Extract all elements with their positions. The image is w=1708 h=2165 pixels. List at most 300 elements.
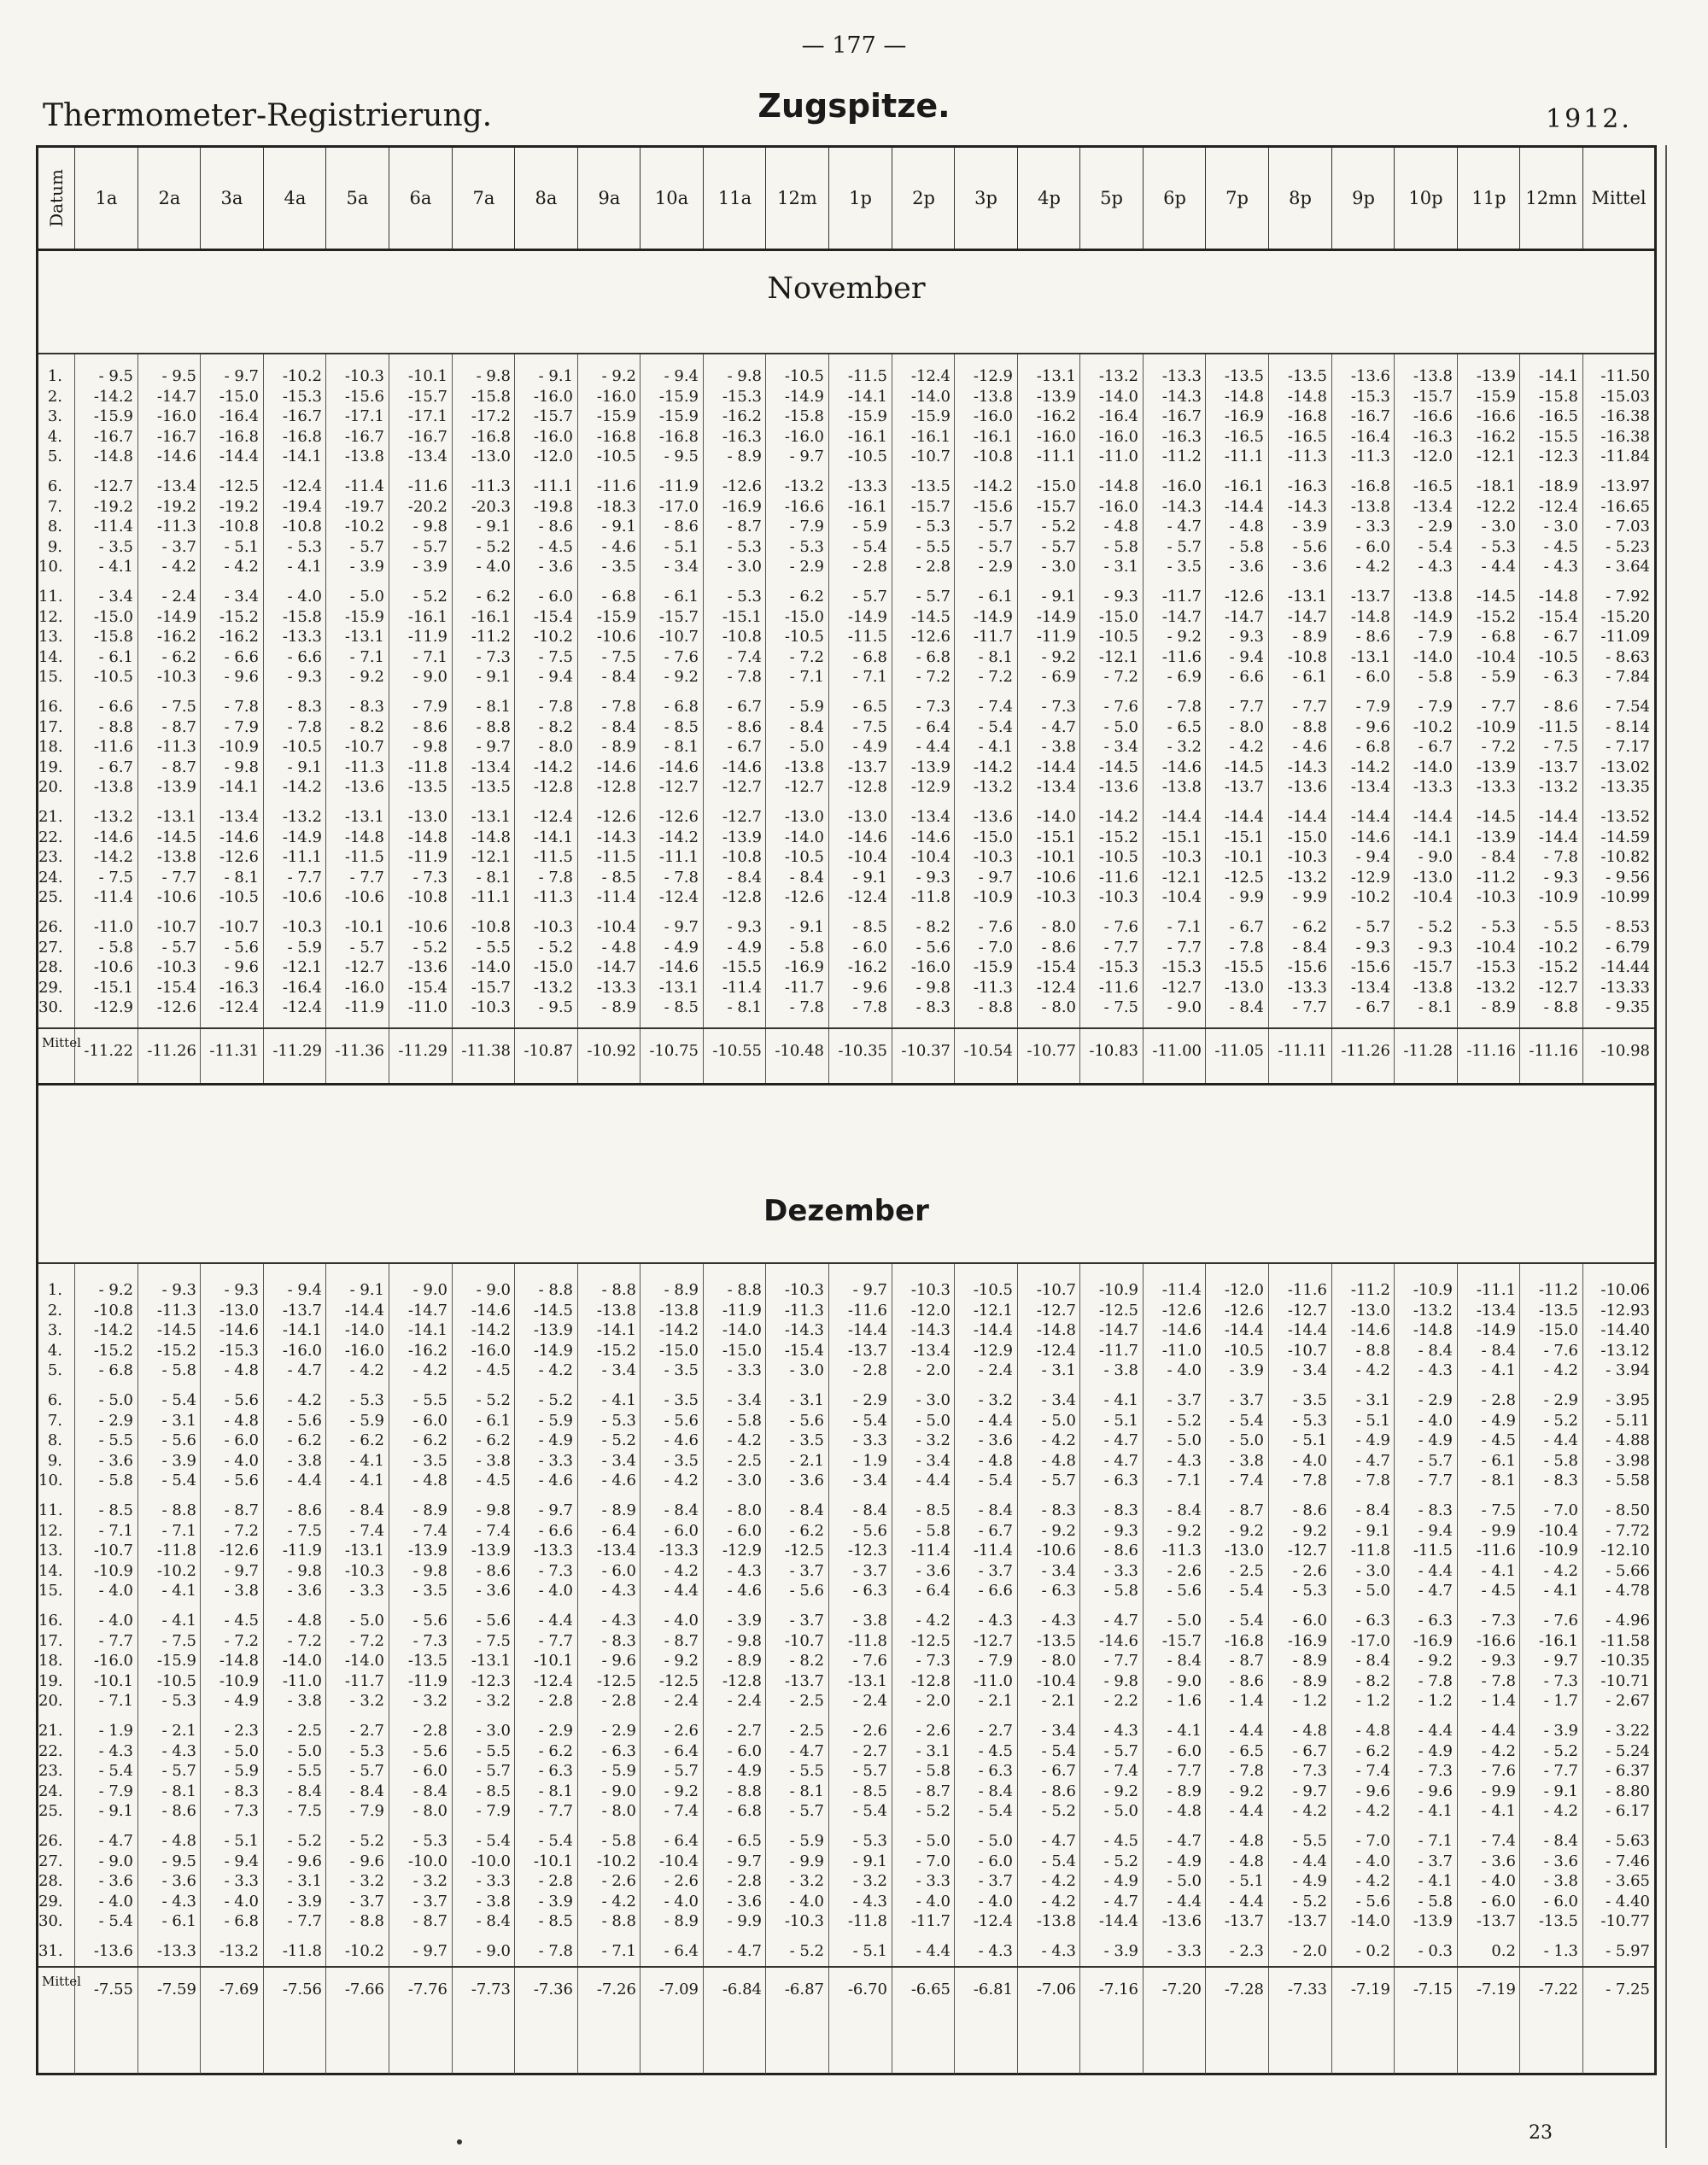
- temp-cell: -13.6: [1161, 1912, 1202, 1931]
- table-row: [38, 1830, 1659, 1852]
- table-row: [38, 1319, 1659, 1341]
- temp-cell: - 4.1: [601, 1391, 636, 1409]
- temp-cell: - 3.0: [915, 1391, 951, 1409]
- daily-mean-cell: - 2.67: [1606, 1692, 1650, 1711]
- date-cell: 8.: [47, 518, 62, 536]
- temp-cell: - 6.0: [538, 588, 573, 606]
- temp-cell: - 5.6: [224, 1472, 259, 1490]
- temp-cell: - 6.3: [1418, 1612, 1453, 1630]
- temp-cell: -10.9: [219, 1671, 259, 1690]
- temp-cell: -10.5: [1224, 1341, 1264, 1360]
- column-header-label: 3a: [220, 188, 243, 208]
- temp-cell: -15.9: [156, 1652, 196, 1671]
- table-row: [38, 717, 1659, 738]
- temp-cell: - 8.8: [538, 1281, 573, 1299]
- temp-cell: -11.4: [93, 518, 133, 536]
- daily-mean-cell: -10.06: [1600, 1281, 1650, 1299]
- temp-cell: -10.3: [1098, 888, 1138, 907]
- temp-cell: - 4.8: [1229, 1832, 1264, 1850]
- date-cell: 30.: [38, 1912, 63, 1931]
- temp-cell: - 4.2: [1041, 1892, 1076, 1910]
- temp-cell: - 8.5: [601, 868, 636, 886]
- temp-cell: - 4.8: [1041, 1451, 1076, 1470]
- temp-cell: - 9.2: [1418, 1652, 1453, 1671]
- hourly-mean-cell: -11.31: [209, 1042, 259, 1060]
- temp-cell: -14.9: [1413, 607, 1453, 626]
- temp-cell: - 7.7: [1292, 698, 1327, 716]
- temp-cell: - 4.9: [1292, 1872, 1327, 1891]
- daily-mean-cell: - 7.84: [1606, 668, 1650, 687]
- temp-cell: - 8.1: [727, 998, 762, 1017]
- temp-cell: - 7.2: [287, 1631, 322, 1650]
- daily-mean-cell: - 4.88: [1606, 1431, 1650, 1450]
- temp-cell: - 5.8: [1543, 1451, 1578, 1470]
- temp-cell: -11.1: [1224, 448, 1264, 466]
- temp-cell: -14.1: [407, 1321, 447, 1340]
- temp-cell: -13.9: [407, 1542, 447, 1560]
- temp-cell: -10.2: [596, 1852, 636, 1870]
- temp-cell: - 4.7: [98, 1832, 133, 1850]
- mean-separator: [38, 1027, 1654, 1029]
- temp-cell: -14.0: [1036, 808, 1076, 826]
- temp-cell: - 9.3: [727, 918, 762, 936]
- column-header-label: 11a: [717, 188, 752, 208]
- temp-cell: - 7.5: [476, 1631, 511, 1650]
- temp-cell: - 4.4: [1229, 1722, 1264, 1740]
- column-header-3: [200, 148, 263, 249]
- temp-cell: - 4.9: [224, 1692, 259, 1711]
- temp-cell: -10.5: [93, 668, 133, 687]
- temp-cell: - 4.1: [978, 738, 1013, 757]
- temp-cell: - 6.8: [224, 1912, 259, 1931]
- temp-cell: - 9.6: [224, 668, 259, 687]
- temp-cell: - 8.5: [538, 1912, 573, 1931]
- date-cell: 27.: [38, 938, 63, 957]
- temp-cell: - 9.0: [601, 1782, 636, 1800]
- temp-cell: -10.1: [533, 1652, 573, 1671]
- temp-cell: - 7.8: [664, 868, 699, 886]
- temp-cell: -13.2: [533, 978, 573, 997]
- temp-cell: - 3.8: [476, 1892, 511, 1910]
- temp-cell: -11.5: [1538, 717, 1578, 736]
- temp-cell: -16.1: [1538, 1631, 1578, 1650]
- daily-mean-cell: - 8.14: [1606, 717, 1650, 736]
- temp-cell: -11.9: [722, 1301, 762, 1319]
- temp-cell: -15.0: [93, 607, 133, 626]
- temp-cell: - 7.7: [1167, 1762, 1202, 1781]
- hourly-mean-cell: -6.84: [722, 1980, 762, 1998]
- temp-cell: - 5.9: [789, 698, 824, 716]
- temp-cell: -14.8: [407, 828, 447, 846]
- temp-cell: - 4.3: [1041, 1942, 1076, 1960]
- date-cell: 21.: [38, 808, 63, 826]
- temp-cell: - 5.4: [1229, 1582, 1264, 1600]
- temp-cell: - 0.3: [1418, 1942, 1453, 1960]
- temp-cell: -14.0: [1098, 387, 1138, 406]
- temp-cell: - 4.1: [287, 558, 322, 576]
- temp-cell: -13.8: [1413, 978, 1453, 997]
- date-cell: 24.: [38, 1782, 63, 1800]
- temp-cell: -11.5: [847, 628, 887, 647]
- temp-cell: - 7.9: [224, 717, 259, 736]
- temp-cell: - 6.5: [1229, 1741, 1264, 1760]
- temp-cell: -14.9: [156, 607, 196, 626]
- temp-cell: -12.9: [973, 367, 1013, 385]
- temp-cell: - 6.4: [664, 1832, 699, 1850]
- hourly-mean-cell: -11.00: [1152, 1042, 1202, 1060]
- temp-cell: - 9.1: [852, 868, 887, 886]
- temp-cell: - 8.5: [852, 918, 887, 936]
- temp-cell: - 7.3: [412, 1631, 447, 1650]
- temp-cell: -16.0: [784, 427, 824, 446]
- temp-cell: - 4.7: [287, 1361, 322, 1380]
- temp-cell: -14.6: [722, 758, 762, 776]
- temp-cell: -14.5: [1476, 588, 1516, 606]
- temp-cell: - 2.6: [915, 1722, 951, 1740]
- temp-cell: - 7.5: [1543, 738, 1578, 757]
- temp-cell: - 3.6: [98, 1451, 133, 1470]
- temp-cell: - 4.9: [1418, 1431, 1453, 1450]
- temp-cell: - 3.2: [852, 1872, 887, 1891]
- temp-cell: -11.0: [1161, 1341, 1202, 1360]
- temp-cell: -11.6: [1098, 868, 1138, 886]
- table-row: [38, 696, 1659, 717]
- temp-cell: -14.0: [471, 958, 511, 977]
- temp-cell: -13.0: [784, 808, 824, 826]
- temp-cell: -15.3: [219, 1341, 259, 1360]
- daily-mean-cell: - 4.40: [1606, 1892, 1650, 1910]
- temp-cell: - 5.3: [789, 537, 824, 556]
- temp-cell: - 4.1: [349, 1451, 384, 1470]
- temp-cell: - 1.6: [1167, 1692, 1202, 1711]
- temp-cell: - 7.1: [1418, 1832, 1453, 1850]
- temp-cell: - 4.0: [1167, 1361, 1202, 1380]
- temp-cell: - 2.4: [852, 1692, 887, 1711]
- column-header-16: [1017, 148, 1080, 249]
- temp-cell: - 8.4: [1355, 1501, 1390, 1519]
- temp-cell: - 3.2: [476, 1692, 511, 1711]
- temp-cell: - 4.6: [1292, 738, 1327, 757]
- temp-cell: - 5.3: [349, 1741, 384, 1760]
- temp-cell: - 7.4: [1481, 1832, 1516, 1850]
- temp-cell: -13.2: [784, 477, 824, 495]
- temp-cell: - 6.1: [978, 588, 1013, 606]
- temp-cell: - 3.7: [978, 1872, 1013, 1891]
- daily-mean-cell: - 8.63: [1606, 647, 1650, 666]
- hourly-mean-cell: -7.22: [1538, 1980, 1578, 1998]
- temp-cell: -11.6: [1098, 978, 1138, 997]
- temp-cell: - 4.1: [1481, 1561, 1516, 1580]
- temp-cell: -14.3: [910, 1321, 951, 1340]
- temp-cell: - 4.1: [1167, 1722, 1202, 1740]
- temp-cell: - 2.9: [978, 558, 1013, 576]
- temp-cell: - 9.9: [1481, 1521, 1516, 1540]
- temp-cell: - 8.7: [412, 1912, 447, 1931]
- column-header-label: 9p: [1352, 188, 1375, 208]
- temp-cell: - 4.2: [1292, 1802, 1327, 1821]
- temp-cell: - 4.9: [664, 938, 699, 957]
- temp-cell: - 4.2: [349, 1361, 384, 1380]
- temp-cell: - 5.3: [727, 537, 762, 556]
- date-cell: 23.: [38, 1762, 63, 1781]
- temp-cell: - 7.1: [789, 668, 824, 687]
- temp-cell: - 7.7: [98, 1631, 133, 1650]
- temp-cell: - 5.7: [852, 1762, 887, 1781]
- temp-cell: -11.8: [156, 1542, 196, 1560]
- temp-cell: -16.0: [910, 958, 951, 977]
- temp-cell: - 6.2: [161, 647, 196, 666]
- temp-cell: - 5.6: [224, 1391, 259, 1409]
- temp-cell: -14.4: [1287, 1321, 1327, 1340]
- temp-cell: -11.3: [156, 738, 196, 757]
- temp-cell: -13.7: [784, 1671, 824, 1690]
- temp-cell: -15.3: [1350, 387, 1390, 406]
- temp-cell: - 8.0: [727, 1501, 762, 1519]
- temp-cell: - 4.9: [1103, 1872, 1138, 1891]
- temp-cell: -13.1: [658, 978, 699, 997]
- temp-cell: -14.1: [219, 778, 259, 797]
- temp-cell: - 8.7: [1229, 1652, 1264, 1671]
- temp-cell: - 6.0: [852, 938, 887, 957]
- temp-cell: - 3.5: [412, 1582, 447, 1600]
- temp-cell: - 4.2: [664, 1472, 699, 1490]
- temp-cell: -13.8: [784, 758, 824, 776]
- temp-cell: - 2.4: [664, 1692, 699, 1711]
- temp-cell: - 7.6: [664, 647, 699, 666]
- temp-cell: -10.9: [1098, 1281, 1138, 1299]
- temp-cell: -15.8: [784, 407, 824, 426]
- table-row: [38, 496, 1659, 518]
- temp-cell: - 3.6: [161, 1872, 196, 1891]
- temp-cell: - 7.8: [1355, 1472, 1390, 1490]
- temp-cell: - 5.4: [978, 1472, 1013, 1490]
- temp-cell: - 7.6: [1103, 918, 1138, 936]
- temp-cell: - 8.9: [1167, 1782, 1202, 1800]
- temp-cell: - 8.9: [601, 998, 636, 1017]
- hourly-mean-cell: -10.77: [1027, 1042, 1076, 1060]
- temp-cell: -16.4: [1350, 427, 1390, 446]
- temp-cell: - 3.0: [789, 1361, 824, 1380]
- temp-cell: -12.6: [910, 628, 951, 647]
- temp-cell: - 5.2: [915, 1802, 951, 1821]
- temp-cell: -14.8: [1413, 1321, 1453, 1340]
- monthly-mean-row: [38, 1973, 1659, 2007]
- temp-cell: - 5.4: [1229, 1612, 1264, 1630]
- temp-cell: - 4.4: [287, 1472, 322, 1490]
- hourly-mean-cell: -11.29: [398, 1042, 447, 1060]
- temp-cell: - 5.7: [664, 1762, 699, 1781]
- temp-cell: - 9.8: [915, 978, 951, 997]
- temp-cell: -14.8: [219, 1652, 259, 1671]
- temp-cell: - 2.8: [915, 558, 951, 576]
- temp-cell: - 5.9: [349, 1411, 384, 1430]
- temp-cell: -11.5: [847, 367, 887, 385]
- temp-cell: -15.0: [722, 1341, 762, 1360]
- temp-cell: -12.4: [282, 477, 322, 495]
- temp-cell: -13.9: [1413, 1912, 1453, 1931]
- table-row: [38, 626, 1659, 647]
- temp-cell: - 5.0: [98, 1391, 133, 1409]
- temp-cell: -15.2: [156, 1341, 196, 1360]
- temp-cell: - 7.9: [789, 518, 824, 536]
- temp-cell: - 3.9: [161, 1451, 196, 1470]
- temp-cell: - 5.5: [412, 1391, 447, 1409]
- temp-cell: -11.3: [156, 518, 196, 536]
- temp-cell: -13.3: [596, 978, 636, 997]
- temp-cell: - 5.0: [915, 1832, 951, 1850]
- temp-cell: - 5.7: [412, 537, 447, 556]
- temp-cell: -13.6: [973, 808, 1013, 826]
- temp-cell: - 8.1: [1481, 1472, 1516, 1490]
- temp-cell: -10.6: [1036, 1542, 1076, 1560]
- temp-cell: - 2.8: [538, 1872, 573, 1891]
- hourly-mean-cell: -7.59: [156, 1980, 196, 1998]
- temp-cell: - 4.2: [224, 558, 259, 576]
- hourly-mean-cell: -10.75: [649, 1042, 699, 1060]
- temp-cell: - 8.1: [161, 1782, 196, 1800]
- temp-cell: - 2.4: [978, 1361, 1013, 1380]
- temp-cell: - 5.8: [915, 1762, 951, 1781]
- temp-cell: - 5.2: [1543, 1411, 1578, 1430]
- date-cell: 10.: [38, 1472, 63, 1490]
- temp-cell: - 7.8: [727, 668, 762, 687]
- temp-cell: - 9.8: [727, 1631, 762, 1650]
- temp-cell: - 5.1: [1103, 1411, 1138, 1430]
- temp-cell: -15.9: [596, 407, 636, 426]
- temp-cell: - 4.2: [915, 1612, 951, 1630]
- temp-cell: - 5.6: [789, 1411, 824, 1430]
- temp-cell: - 2.5: [1229, 1561, 1264, 1580]
- temp-cell: -13.7: [282, 1301, 322, 1319]
- temp-cell: - 9.2: [1103, 1782, 1138, 1800]
- temp-cell: -11.1: [658, 848, 699, 867]
- temp-cell: - 5.6: [412, 1612, 447, 1630]
- temp-cell: - 5.2: [1041, 1802, 1076, 1821]
- temp-cell: -15.6: [1350, 958, 1390, 977]
- temp-cell: - 6.6: [224, 647, 259, 666]
- hourly-mean-cell: -7.20: [1161, 1980, 1202, 1998]
- temp-cell: - 7.9: [349, 1802, 384, 1821]
- temp-cell: -16.7: [344, 427, 384, 446]
- temp-cell: - 4.9: [538, 1431, 573, 1450]
- temp-cell: - 5.0: [349, 1612, 384, 1630]
- table-row: [38, 1891, 1659, 1912]
- temp-cell: -12.3: [847, 1542, 887, 1560]
- temp-cell: -14.6: [93, 828, 133, 846]
- temp-cell: - 3.4: [727, 1391, 762, 1409]
- daily-mean-cell: - 3.98: [1606, 1451, 1650, 1470]
- temp-cell: -16.0: [344, 978, 384, 997]
- temp-cell: - 6.7: [1355, 998, 1390, 1017]
- temp-cell: -13.0: [1224, 1542, 1264, 1560]
- temp-cell: -16.4: [282, 978, 322, 997]
- temp-cell: -16.6: [1476, 407, 1516, 426]
- temp-cell: - 5.0: [1229, 1431, 1264, 1450]
- temp-cell: -13.4: [1350, 978, 1390, 997]
- temp-cell: - 5.4: [1418, 537, 1453, 556]
- temp-cell: - 5.7: [852, 588, 887, 606]
- temp-cell: -13.3: [282, 628, 322, 647]
- temp-cell: - 6.7: [1041, 1762, 1076, 1781]
- daily-mean-cell: -11.50: [1600, 367, 1650, 385]
- temp-cell: - 6.4: [915, 717, 951, 736]
- temp-cell: - 8.7: [1229, 1501, 1264, 1519]
- temp-cell: - 3.3: [349, 1582, 384, 1600]
- temp-cell: - 6.3: [1355, 1612, 1390, 1630]
- temp-cell: - 9.6: [287, 1852, 322, 1870]
- temp-cell: -15.8: [471, 387, 511, 406]
- temp-cell: -14.7: [596, 958, 636, 977]
- temp-cell: - 5.4: [978, 1802, 1013, 1821]
- temp-cell: - 5.6: [224, 938, 259, 957]
- temp-cell: -12.5: [910, 1631, 951, 1650]
- temp-cell: - 5.7: [349, 537, 384, 556]
- hourly-mean-cell: -7.36: [533, 1980, 573, 1998]
- temp-cell: - 9.3: [161, 1281, 196, 1299]
- temp-cell: -11.8: [282, 1942, 322, 1960]
- mean-label: Mittel: [42, 1973, 81, 1989]
- temp-cell: - 9.4: [287, 1281, 322, 1299]
- temp-cell: -12.5: [658, 1671, 699, 1690]
- temp-cell: - 3.9: [1292, 518, 1327, 536]
- temp-cell: - 6.9: [1041, 668, 1076, 687]
- date-cell: 6.: [47, 1391, 62, 1409]
- temp-cell: - 7.7: [1103, 1652, 1138, 1671]
- temp-cell: -16.5: [1413, 477, 1453, 495]
- temp-cell: - 4.0: [789, 1892, 824, 1910]
- temp-cell: -16.8: [1350, 477, 1390, 495]
- temp-cell: -12.6: [1161, 1301, 1202, 1319]
- temp-cell: - 9.3: [287, 668, 322, 687]
- temp-cell: -11.7: [1098, 1341, 1138, 1360]
- temp-cell: -15.3: [1476, 958, 1516, 977]
- temp-cell: - 9.7: [1543, 1652, 1578, 1671]
- temp-cell: - 7.4: [664, 1802, 699, 1821]
- temp-cell: - 9.1: [98, 1802, 133, 1821]
- temp-cell: - 9.2: [601, 367, 636, 385]
- temp-cell: -10.3: [784, 1281, 824, 1299]
- column-header-15: [954, 148, 1017, 249]
- temp-cell: - 4.8: [161, 1832, 196, 1850]
- temp-cell: - 2.6: [664, 1872, 699, 1891]
- temp-cell: - 9.7: [727, 1852, 762, 1870]
- temp-cell: -18.3: [596, 497, 636, 516]
- hourly-mean-cell: -10.37: [901, 1042, 951, 1060]
- temp-cell: -15.7: [533, 407, 573, 426]
- temp-cell: -10.5: [219, 888, 259, 907]
- monthly-mean-row: [38, 1034, 1659, 1068]
- temp-cell: -11.2: [1476, 868, 1516, 886]
- temp-cell: -14.4: [1413, 808, 1453, 826]
- temp-cell: - 6.0: [412, 1762, 447, 1781]
- temp-cell: - 3.7: [852, 1561, 887, 1580]
- temp-cell: - 8.2: [1355, 1671, 1390, 1690]
- temp-cell: -14.1: [596, 1321, 636, 1340]
- temp-cell: -16.7: [1350, 407, 1390, 426]
- temp-cell: - 7.1: [98, 1521, 133, 1540]
- temp-cell: - 2.9: [1418, 1391, 1453, 1409]
- temp-cell: - 7.7: [1292, 998, 1327, 1017]
- temp-cell: - 8.8: [978, 998, 1013, 1017]
- temp-cell: - 9.5: [664, 448, 699, 466]
- temp-cell: - 6.6: [538, 1521, 573, 1540]
- temp-cell: - 4.3: [1418, 558, 1453, 576]
- temp-cell: -14.9: [784, 387, 824, 406]
- temp-cell: -13.4: [219, 808, 259, 826]
- hourly-mean-cell: -10.55: [712, 1042, 762, 1060]
- date-cell: 2.: [47, 1301, 62, 1319]
- temp-cell: - 8.9: [727, 448, 762, 466]
